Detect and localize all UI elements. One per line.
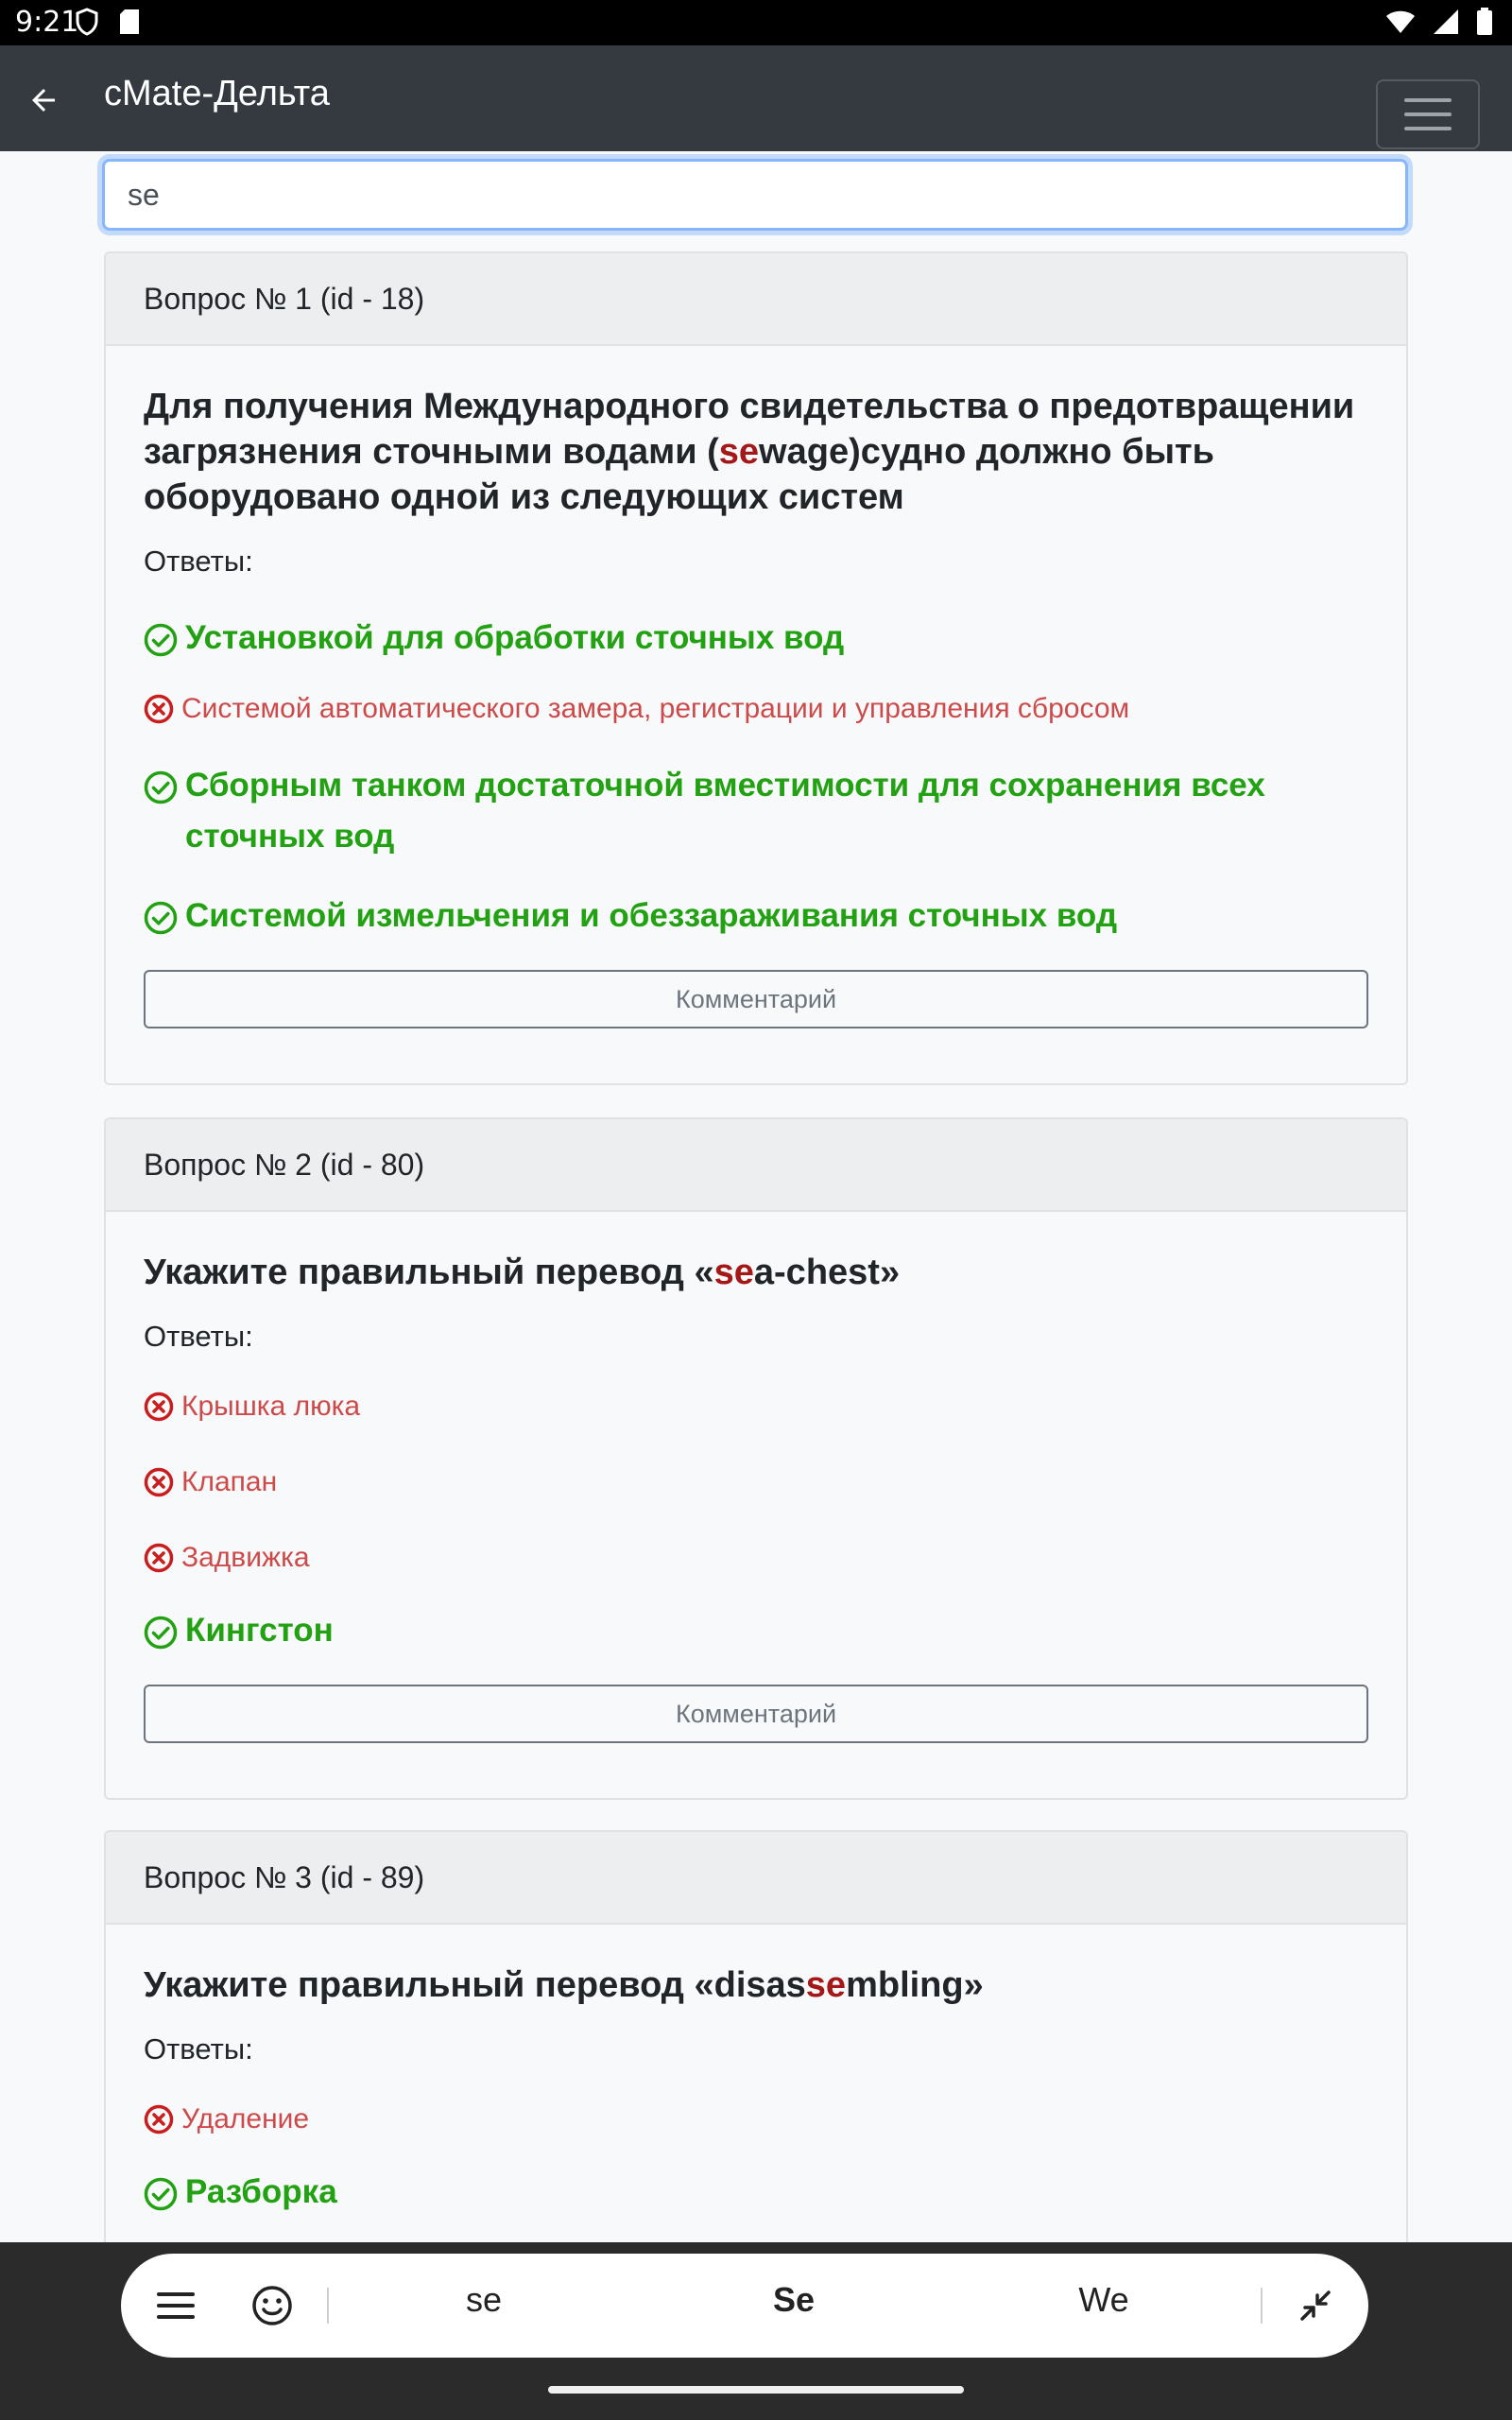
answer-item <box>144 613 1368 664</box>
search-match: se <box>718 432 760 472</box>
answer-item <box>144 690 1368 728</box>
question-card <box>104 1117 1408 1800</box>
answer-item <box>144 2167 1368 2218</box>
x-circle-icon <box>144 694 174 724</box>
x-circle-icon <box>144 1467 174 1497</box>
search-field <box>102 159 1408 231</box>
x-circle-icon <box>144 2104 174 2135</box>
app-bar <box>0 45 1512 151</box>
app-title: cMate-Дельта <box>104 74 330 113</box>
sd-card-icon <box>119 9 140 40</box>
shield-icon <box>76 8 98 41</box>
answer-item <box>144 1463 1368 1501</box>
comment-button[interactable]: Комментарий <box>144 970 1368 1028</box>
suggestion-strip <box>121 2254 1368 2358</box>
answers-label: Ответы: <box>144 1320 253 1353</box>
menu-icon[interactable] <box>153 2283 198 2328</box>
answer-item <box>144 1539 1368 1577</box>
wifi-icon <box>1385 9 1416 40</box>
answer-text: Разборка <box>185 2173 337 2210</box>
answer-item <box>144 760 1368 862</box>
answers-label: Ответы: <box>144 2032 253 2066</box>
emoji-icon[interactable] <box>249 2283 295 2328</box>
check-circle-icon <box>144 2177 178 2211</box>
question-title: Для получения Международного свидетельства о предотвращении загрязнения сточными водами (sewage)судно должно быть оборудовано одной из следующих систем <box>144 387 1355 517</box>
answer-item <box>144 1388 1368 1426</box>
question-card <box>104 251 1408 1085</box>
answer-item <box>144 2100 1368 2138</box>
question-title: Укажите правильный перевод «sea-chest» <box>144 1253 901 1292</box>
x-circle-icon <box>144 1392 174 1422</box>
suggestion-item[interactable]: Se <box>772 2280 816 2319</box>
answer-text: Кингстон <box>185 1612 334 1649</box>
battery-icon <box>1476 8 1493 41</box>
navbar-toggle-button[interactable] <box>1376 79 1480 149</box>
comment-button[interactable]: Комментарий <box>144 1685 1368 1743</box>
answer-text: Удаление <box>181 2103 310 2135</box>
keyboard-toolbar <box>0 2242 1512 2420</box>
x-circle-icon <box>144 1543 174 1573</box>
suggestion-item[interactable]: se <box>465 2280 503 2319</box>
answer-text: Системой измельчения и обеззараживания сточных вод <box>185 897 1118 934</box>
search-match: se <box>713 1253 754 1292</box>
answer-item <box>144 890 1368 942</box>
check-circle-icon <box>144 770 178 804</box>
status-bar <box>0 0 1512 45</box>
check-circle-icon <box>144 1616 178 1650</box>
home-indicator[interactable] <box>548 2386 964 2394</box>
answer-text: Клапан <box>181 1466 278 1497</box>
divider <box>1261 2288 1263 2324</box>
hamburger-icon-line <box>1404 127 1452 130</box>
check-circle-icon <box>144 901 178 935</box>
search-input[interactable] <box>105 162 1405 228</box>
question-header: Вопрос № 3 (id - 89) <box>106 1832 1406 1925</box>
signal-icon <box>1433 9 1459 40</box>
answer-text: Сборным танком достаточной вместимости для сохранения всех сточных вод <box>185 767 1265 855</box>
arrow-left-icon <box>26 83 60 117</box>
answer-text: Крышка люка <box>181 1391 361 1422</box>
answer-item <box>144 1605 1368 1656</box>
question-title: Укажите правильный перевод «disassembling» <box>144 1965 984 2005</box>
answer-text: Системой автоматического замера, регистрации и управления сбросом <box>181 693 1130 724</box>
divider <box>327 2288 329 2324</box>
suggestion-item[interactable]: We <box>1078 2280 1129 2319</box>
status-time: 9:21 <box>15 6 79 39</box>
check-circle-icon <box>144 623 178 657</box>
search-match: se <box>805 1965 847 2005</box>
question-header: Вопрос № 2 (id - 80) <box>106 1119 1406 1212</box>
answer-text: Задвижка <box>181 1542 310 1573</box>
answers-label: Ответы: <box>144 544 253 578</box>
hamburger-icon-line <box>1404 98 1452 102</box>
collapse-icon[interactable] <box>1293 2283 1338 2328</box>
answer-text: Установкой для обработки сточных вод <box>185 619 845 656</box>
question-header: Вопрос № 1 (id - 18) <box>106 253 1406 346</box>
back-button[interactable] <box>21 78 66 123</box>
hamburger-icon-line <box>1404 112 1452 116</box>
